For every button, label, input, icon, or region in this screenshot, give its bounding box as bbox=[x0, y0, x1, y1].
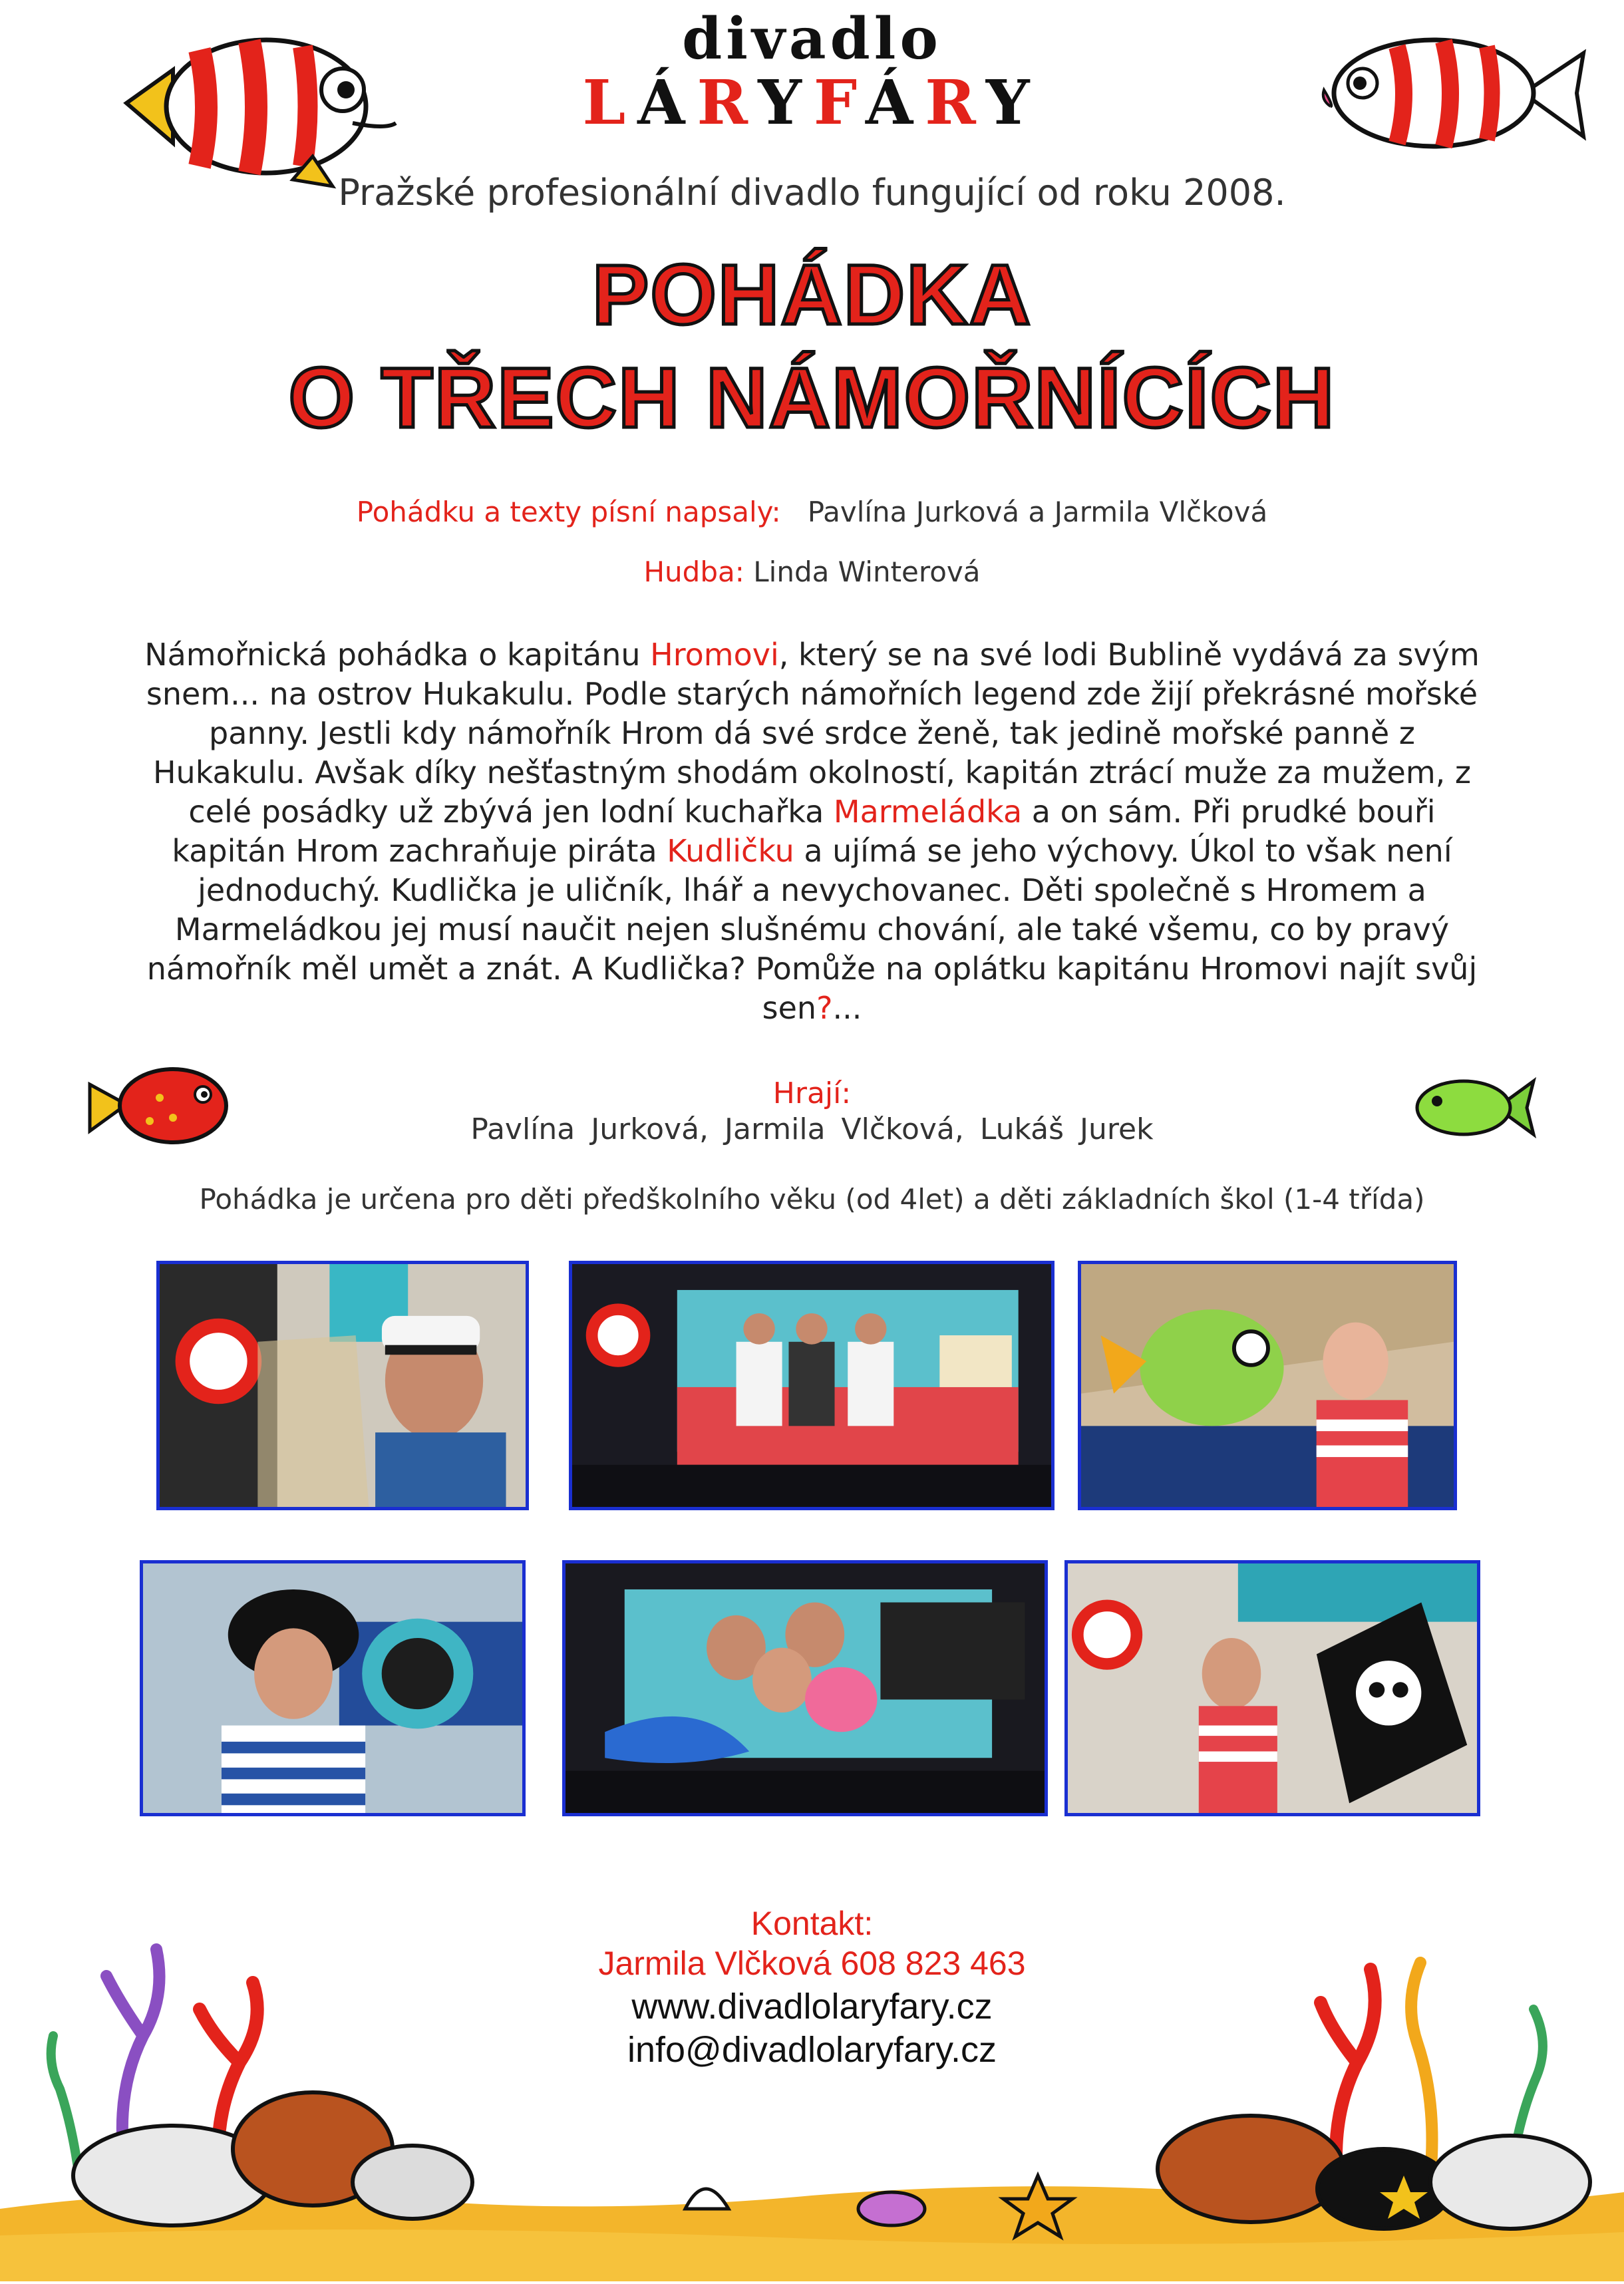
logo-divadlo: divadlo bbox=[682, 5, 942, 73]
credits-names: Pavlína Jurková a Jarmila Vlčková bbox=[807, 496, 1268, 528]
contact-website[interactable]: www.divadlolaryfary.cz bbox=[631, 1987, 993, 2027]
seabed-illustration bbox=[0, 1863, 1624, 2281]
music-value: Linda Winterová bbox=[753, 556, 981, 588]
cast-label: Hrají: bbox=[772, 1076, 852, 1110]
story-segment: a ujímá se jeho výchovy. Úkol to však není jednoduchý. Kudlička je uličník, lhář a nevychovanec. Děti společně s Hromem a Marmeládkou jej musí naučit nejen slušnému chování, ale také všemu, co by pravý námořník měl umět a znát. A Kudlička? Pomůže na oplátku kapitánu Hromovi najít svůj sen bbox=[146, 833, 1478, 1026]
photo-puppets bbox=[562, 1560, 1048, 1816]
logo-letter: Y bbox=[758, 67, 814, 138]
credits-music bbox=[0, 556, 1624, 588]
audience-note: Pohádka je určena pro děti předškolního věku (od 4let) a děti základních škol (1-4 třída) bbox=[199, 1183, 1425, 1216]
contact-label: Kontakt: bbox=[750, 1905, 874, 1942]
photo-pirate-flag bbox=[1064, 1560, 1480, 1816]
story-segment: a on sám. Při prudké bouři kapitán Hrom zachraňuje piráta bbox=[172, 794, 1436, 869]
music-label: Hudba: bbox=[643, 556, 744, 588]
cast-names: Pavlína Jurková, Jarmila Vlčková, Lukáš Jurek bbox=[470, 1112, 1154, 1146]
story-segment: , který se na své lodi Bublině vydává za svým snem... na ostrov Hukakulu. Podle starých námořních legend zde žijí překrásné mořské panny. Jestli kdy námořník Hrom dá své srdce ženě, tak jedině mořské panně z Hukakulu. Avšak díky nešťastným shodám okolností, kapitán ztrácí muže za mužem, z celé posádky už zbývá jen lodní kuchařka bbox=[146, 637, 1480, 830]
story-segment: Námořnická pohádka o kapitánu bbox=[144, 637, 651, 673]
logo-letter: L bbox=[582, 67, 638, 138]
photo-singer bbox=[140, 1560, 526, 1816]
title-line-2: O TŘECH NÁMOŘNÍCÍCH bbox=[288, 351, 1336, 446]
logo-letter: Á bbox=[637, 67, 697, 138]
logo-laryfary bbox=[0, 67, 1624, 138]
photo-fish-puppet bbox=[1078, 1261, 1457, 1510]
contact-email[interactable]: info@divadlolaryfary.cz bbox=[627, 2030, 997, 2070]
story-segment: ... bbox=[832, 990, 862, 1026]
story-highlight: ? bbox=[816, 990, 833, 1026]
story-highlight: Kudličku bbox=[667, 833, 794, 869]
story-highlight: Hromovi bbox=[650, 637, 779, 673]
tagline: Pražské profesionální divadlo fungující od roku 2008. bbox=[338, 172, 1286, 214]
logo-letter: Y bbox=[985, 67, 1042, 138]
story-text bbox=[140, 635, 1484, 1028]
credits-label: Pohádku a texty písní napsaly: bbox=[356, 496, 781, 528]
logo-letter: R bbox=[925, 67, 986, 138]
photo-stage-trio bbox=[569, 1261, 1055, 1510]
logo-letter: R bbox=[697, 67, 758, 138]
logo-letter: F bbox=[813, 67, 866, 138]
title-line-1: POHÁDKA bbox=[591, 247, 1033, 343]
story-highlight: Marmeládka bbox=[833, 794, 1023, 830]
photo-captain bbox=[156, 1261, 529, 1510]
credits-authors bbox=[0, 496, 1624, 528]
contact-person: Jarmila Vlčková 608 823 463 bbox=[598, 1945, 1026, 1982]
logo-letter: Á bbox=[865, 67, 925, 138]
